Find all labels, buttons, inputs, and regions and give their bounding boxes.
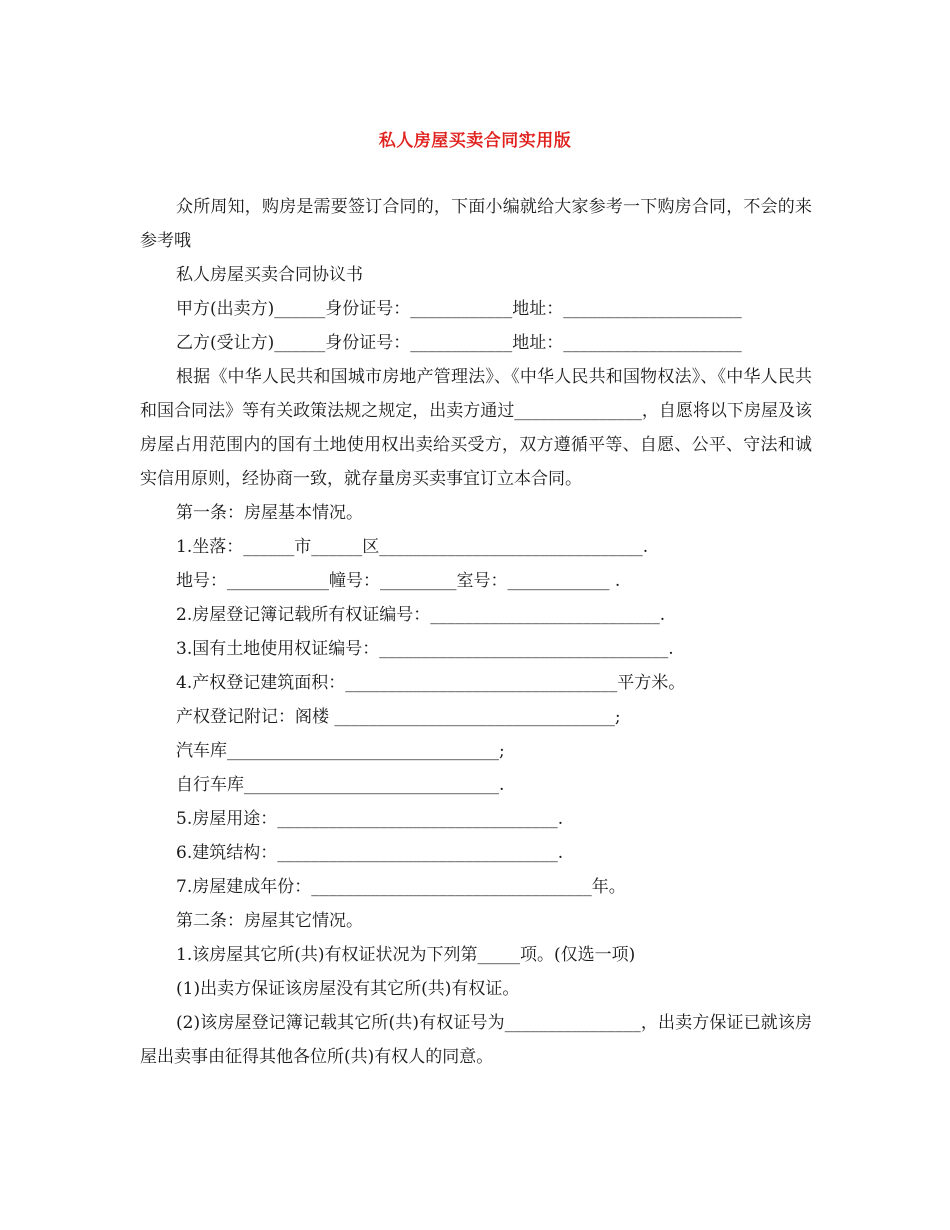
location-line: 1.坐落：______市______区_______________________________. xyxy=(176,537,649,557)
article-2-heading: 第二条：房屋其它情况。 xyxy=(176,911,363,931)
article-1-heading: 第一条：房屋基本情况。 xyxy=(176,503,363,523)
bike-garage-line: 自行车库______________________________. xyxy=(176,775,505,795)
garage-line: 汽车库________________________________; xyxy=(176,741,505,761)
ownership-cert-line: 2.房屋登记簿记载所有权证编号：___________________________. xyxy=(176,605,666,625)
option-2-paragraph: (2)该房屋登记簿记载其它所(共)有权证号为________________，出卖方保证已就该房屋出卖事由征得其他各位所(共)有权人的同意。 xyxy=(140,1013,812,1067)
option-1-line: (1)出卖方保证该房屋没有其它所(共)有权证。 xyxy=(176,979,520,999)
lot-number-line: 地号：____________幢号：_________室号：____________ . xyxy=(176,571,621,591)
document-body xyxy=(140,190,812,1074)
party-b-line: 乙方(受让方)______身份证号：____________地址：_____________________ xyxy=(176,333,742,353)
intro-paragraph: 众所周知，购房是需要签订合同的，下面小编就给大家参考一下购房合同，不会的来参考哦 xyxy=(140,197,812,251)
build-year-line: 7.房屋建成年份：_________________________________年。 xyxy=(176,877,626,897)
registration-note-line: 产权登记附记：阁楼 _________________________________; xyxy=(176,707,621,727)
structure-line: 6.建筑结构：_________________________________. xyxy=(176,843,564,863)
contract-heading: 私人房屋买卖合同协议书 xyxy=(176,265,363,285)
party-a-line: 甲方(出卖方)______身份证号：____________地址：_____________________ xyxy=(176,299,742,319)
floor-area-line: 4.产权登记建筑面积：________________________________平方米。 xyxy=(176,673,686,693)
house-use-line: 5.房屋用途：_________________________________. xyxy=(176,809,564,829)
land-cert-line: 3.国有土地使用权证编号：__________________________________. xyxy=(176,639,674,659)
document-title: 私人房屋买卖合同实用版 xyxy=(378,131,572,151)
other-cert-status-line: 1.该房屋其它所(共)有权证状况为下列第_____项。(仅选一项) xyxy=(176,945,636,965)
preamble-paragraph: 根据《中华人民共和国城市房地产管理法》、《中华人民共和国物权法》、《中华人民共和国合同法》等有关政策法规之规定，出卖方通过_______________，自愿将以下房屋及该房屋占用范围内的国有土地使用权出卖给买受方，双方遵循平等、自愿、公平、守法和诚实信用原则，经协商一致，就存量房买卖事宜订立本合同。 xyxy=(140,367,812,489)
